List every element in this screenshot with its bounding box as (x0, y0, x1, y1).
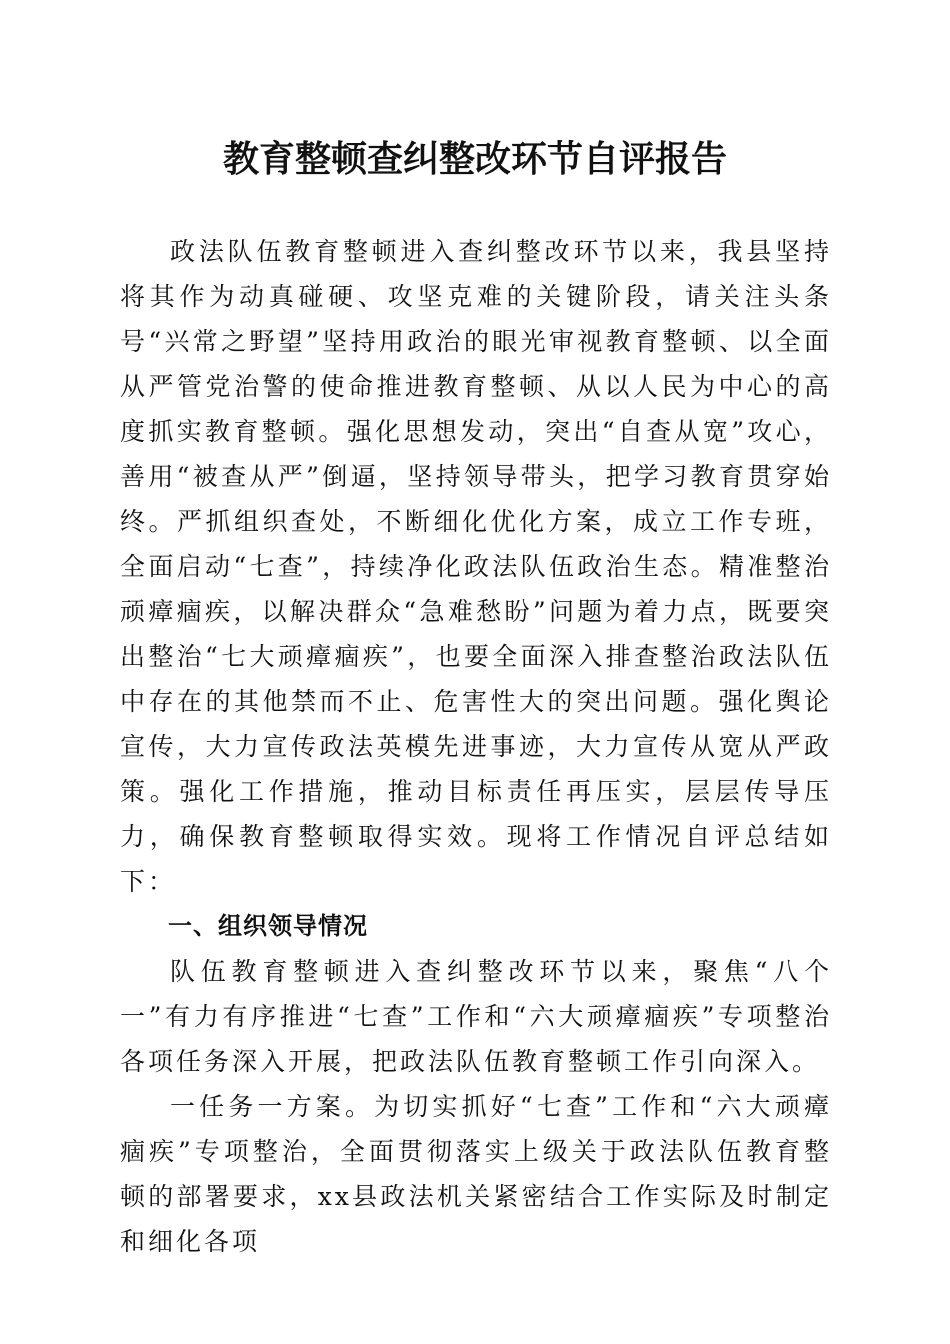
intro-paragraph: 政法队伍教育整顿进入查纠整改环节以来，我县坚持将其作为动真碰硬、攻坚克难的关键阶段，请关注头条号“兴常之野望”坚持用政治的眼光审视教育整顿、以全面从严管党治警的使命推进教育整顿、从以人民为中心的高度抓实教育整顿。强化思想发动，突出“自查从宽”攻心，善用“被查从严”倒逼，坚持领导带头，把学习教育贯穿始终。严抓组织查处，不断细化优化方案，成立工作专班，全面启动“七查”，持续净化政法队伍政治生态。精准整治顽瘴痼疾，以解决群众“急难愁盼”问题为着力点，既要突出整治“七大顽瘴痼疾”，也要全面深入排查整治政法队伍中存在的其他禁而不止、危害性大的突出问题。强化舆论宣传，大力宣传政法英模先进事迹，大力宣传从宽从严政策。强化工作措施，推动目标责任再压实，层层传导压力，确保教育整顿取得实效。现将工作情况自评总结如下： (120, 237, 832, 896)
document-title: 教育整顿查纠整改环节自评报告 (222, 138, 727, 180)
section-heading: 一、组织领导情况 (168, 912, 368, 940)
section-paragraph: 一任务一方案。为切实抓好“七查”工作和“六大顽瘴痼疾”专项整治，全面贯彻落实上级关于政法队伍教育整顿的部署要求，xx县政法机关紧密结合工作实际及时制定和细化各项 (120, 1092, 832, 1256)
document-body (120, 229, 832, 1264)
section-paragraph: 队伍教育整顿进入查纠整改环节以来，聚焦“八个一”有力有序推进“七查”工作和“六大顽瘴痼疾”专项整治各项任务深入开展，把政法队伍教育整顿工作引向深入。 (120, 957, 832, 1076)
